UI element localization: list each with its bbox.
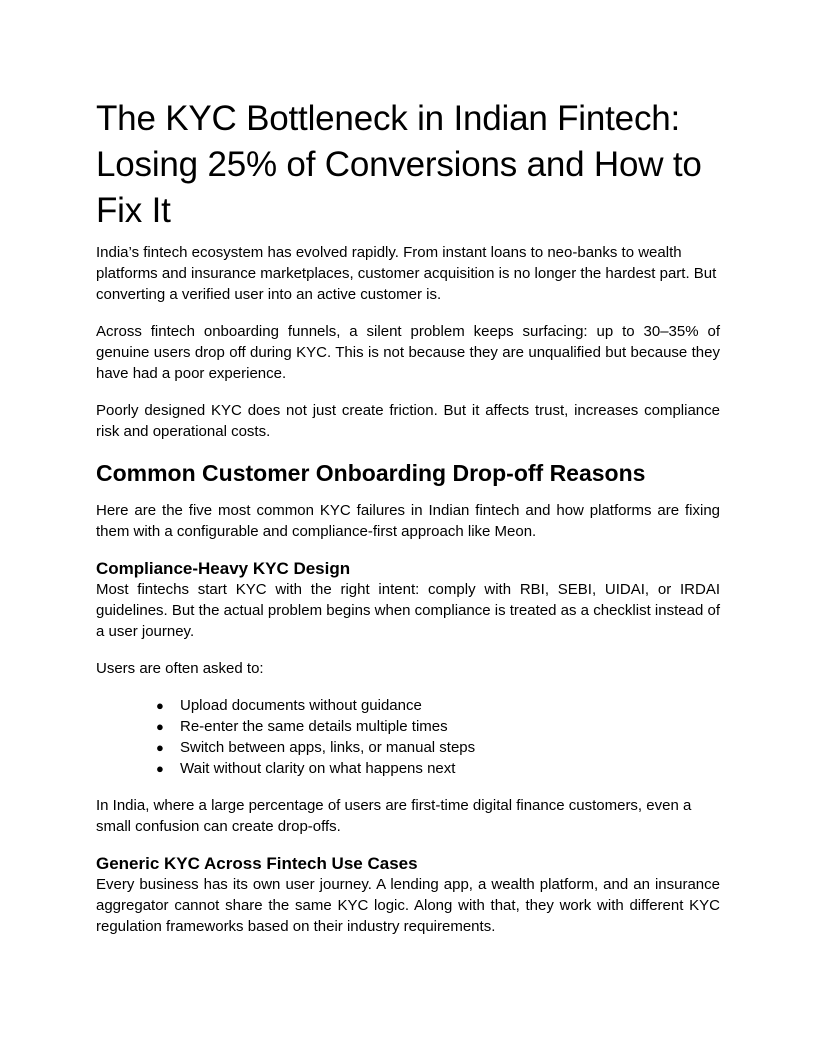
compliance-paragraph: Most fintechs start KYC with the right intent: comply with RBI, SEBI, UIDAI, or IRDAI guidelines. But the actual problem begins when compliance is treated as a checklist instead of a user journey.: [96, 581, 720, 640]
list-item-text: Upload documents without guidance: [180, 697, 422, 714]
closing-paragraph: In India, where a large percentage of users are first-time digital finance customers, even a small confusion can create drop-offs.: [96, 797, 692, 835]
document-title: The KYC Bottleneck in Indian Fintech: Losing 25% of Conversions and How to Fix It: [96, 99, 702, 230]
list-item: [156, 737, 720, 758]
intro-paragraph-2: Across fintech onboarding funnels, a silent problem keeps surfacing: up to 30–35% of genuine users drop off during KYC. This is not because they are unqualified but because they have had a poor experience.: [96, 323, 720, 382]
bullet-icon: ●: [156, 698, 164, 713]
section-heading-dropoff-reasons: Common Customer Onboarding Drop-off Reasons: [96, 460, 646, 486]
section-intro-paragraph: Here are the five most common KYC failures in Indian fintech and how platforms are fixing them with a configurable and compliance-first approach like Meon.: [96, 502, 720, 540]
list-item: [156, 758, 720, 779]
list-item: [156, 716, 720, 737]
list-item: [156, 695, 720, 716]
user-pain-points-list: [96, 695, 720, 779]
intro-paragraph-1: India’s fintech ecosystem has evolved rapidly. From instant loans to neo-banks to wealth platforms and insurance marketplaces, customer acquisition is no longer the hardest part. But converting a verified user into an active customer is.: [96, 244, 717, 303]
subsection-heading-generic-kyc: Generic KYC Across Fintech Use Cases: [96, 854, 418, 873]
document-page: [96, 96, 720, 953]
list-item-text: Re-enter the same details multiple times: [180, 718, 448, 735]
list-item-text: Wait without clarity on what happens next: [180, 760, 456, 777]
subsection-heading-compliance-heavy: Compliance-Heavy KYC Design: [96, 559, 351, 578]
generic-kyc-paragraph: Every business has its own user journey. A lending app, a wealth platform, and an insurance aggregator cannot share the same KYC logic. Along with that, they work with different KYC regulation frameworks based on their industry requirements.: [96, 876, 720, 935]
intro-paragraph-3: Poorly designed KYC does not just create friction. But it affects trust, increases compliance risk and operational costs.: [96, 402, 720, 440]
list-intro: Users are often asked to:: [96, 660, 264, 677]
bullet-icon: ●: [156, 719, 164, 734]
bullet-icon: ●: [156, 761, 164, 776]
bullet-icon: ●: [156, 740, 164, 755]
list-item-text: Switch between apps, links, or manual steps: [180, 739, 476, 756]
